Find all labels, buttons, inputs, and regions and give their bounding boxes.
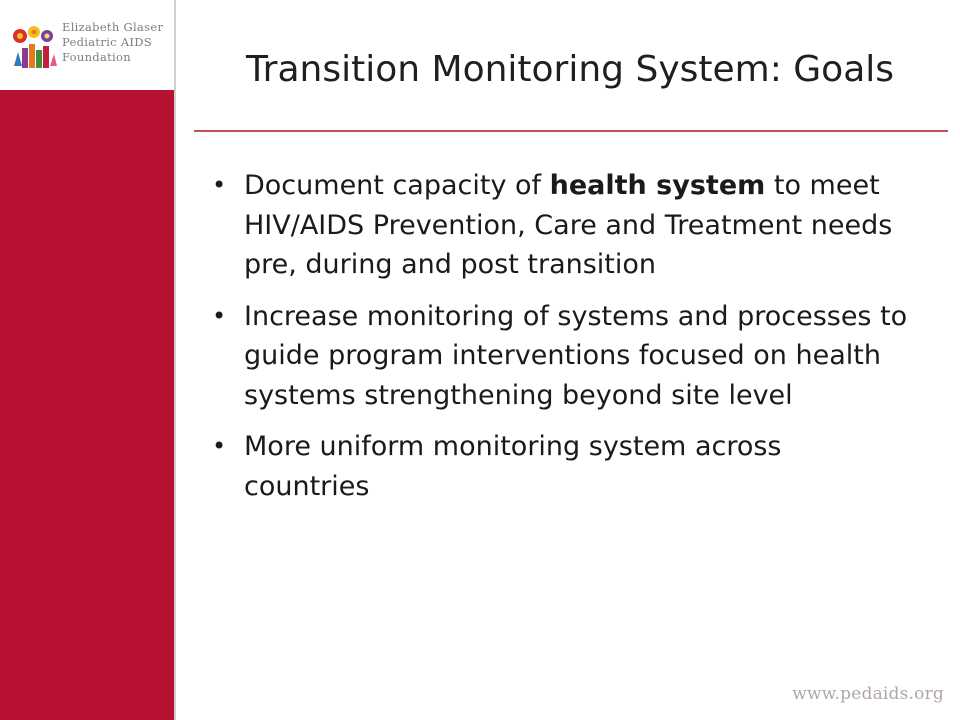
logo-wordmark: [62, 20, 172, 65]
title-underline: [194, 130, 948, 132]
list-item: [212, 427, 912, 506]
logo-line-2: Pediatric AIDS: [62, 35, 152, 49]
list-item: [212, 297, 912, 416]
logo-line-3: Foundation: [62, 50, 131, 64]
bullet-icon: •: [212, 301, 227, 330]
bullet-text: Document capacity of health system to meet HIV/AIDS Prevention, Care and Treatment needs pre, during and post transition: [244, 170, 893, 280]
logo-line-1: Elizabeth Glaser: [62, 20, 164, 34]
bullet-icon: •: [212, 171, 227, 199]
bullet-text: Increase monitoring of systems and processes to guide program interventions focused on health systems strengthening beyond site level: [244, 300, 908, 411]
sidebar-band: [0, 90, 174, 720]
bullet-text: More uniform monitoring system across countries: [244, 431, 782, 502]
list-item: [212, 166, 912, 285]
footer-website-url: www.pedaids.org: [792, 684, 944, 704]
bullet-icon: •: [212, 432, 227, 460]
goals-list: [212, 166, 912, 518]
foundation-logo: [0, 0, 174, 90]
sidebar-divider: [174, 0, 176, 720]
logo-flower-icon: [8, 22, 58, 70]
slide-title: Transition Monitoring System: Goals: [245, 49, 895, 90]
